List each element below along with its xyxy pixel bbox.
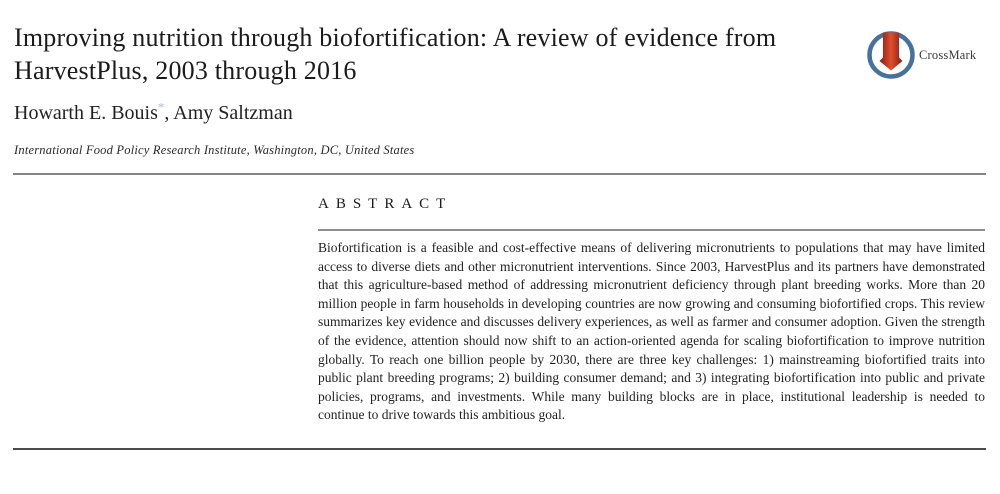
crossmark-icon (866, 30, 916, 80)
author-name-2: Amy Saltzman (173, 102, 293, 124)
paper-title: Improving nutrition through biofortification: A review of evidence from HarvestPlus, 2003 through 2016 (14, 23, 777, 85)
abstract-text: Biofortification is a feasible and cost-effective means of delivering micronutrients to populations that may have limited access to diverse diets and other micronutrient interventions. Since 2003, HarvestPlus and its partners have demonstrated that this agriculture-based method of addressing micronutrient deficiency through plant breeding works. More than 20 million people in farm households in developing countries are now growing and consuming biofortified crops. This review summarizes key evidence and discusses delivery experiences, as well as farmer and consumer adoption. Given the strength of the evidence, attention should now shift to an action-oriented agenda for scaling biofortification to improve nutrition globally. To reach one billion people by 2030, there are three key challenges: 1) mainstreaming biofortified traits into public plant breeding programs; 2) building consumer demand; and 3) integrating biofortification into public and private policies, programs, and investments. While many building blocks are in place, institutional leadership is needed to continue to drive towards this ambitious goal. (318, 240, 985, 423)
affiliation: International Food Policy Research Institute, Washington, DC, United States (14, 143, 415, 157)
crossmark-badge[interactable] (866, 30, 976, 80)
abstract-section (318, 196, 985, 425)
abstract-heading: ABSTRACT (318, 196, 453, 212)
author-list (14, 99, 293, 125)
author-separator: , (164, 102, 174, 124)
abstract-divider-rule (318, 229, 985, 231)
crossmark-label: CrossMark (919, 47, 977, 62)
footer-divider-rule (13, 448, 986, 450)
corresponding-author-marker[interactable]: * (157, 99, 165, 115)
author-name-1: Howarth E. Bouis (14, 102, 158, 124)
header-divider-rule (13, 173, 986, 175)
